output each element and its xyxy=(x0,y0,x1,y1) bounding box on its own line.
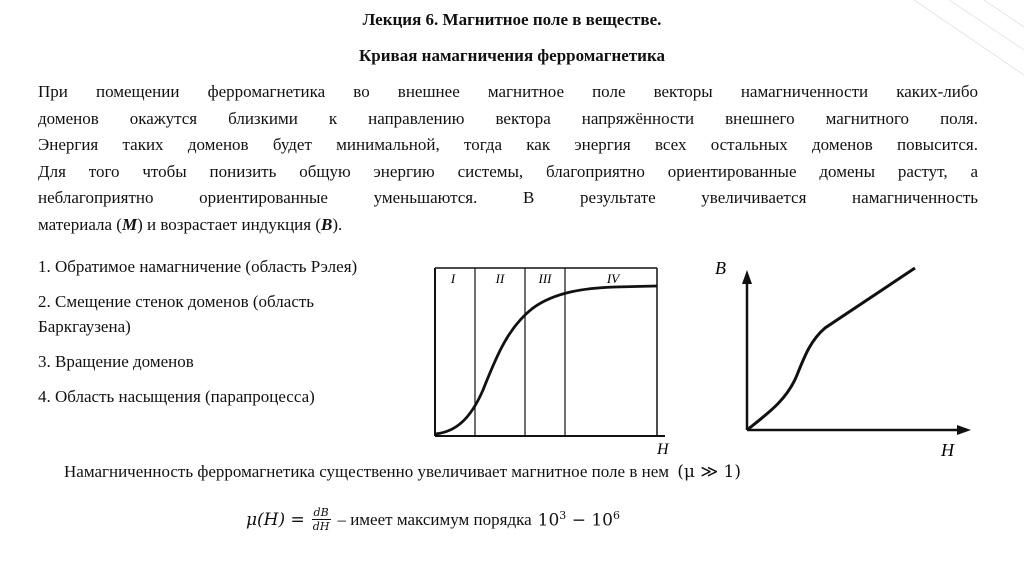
regions-list xyxy=(38,254,398,419)
induction-graph xyxy=(705,250,985,465)
region-label: I xyxy=(450,271,456,286)
lecture-title: Лекция 6. Магнитное поле в веществе. xyxy=(362,10,662,29)
list-item: 1. Обратимое намагничение (область Рэлея) xyxy=(38,257,358,276)
intro-line: При помещении ферромагнетика во внешнее магнитное поле векторы намагниченности каких-либо xyxy=(38,82,978,101)
power-base: 10 xyxy=(591,510,613,531)
list-item: 4. Область насыщения (парапроцесса) xyxy=(38,387,315,406)
x-axis-label: H xyxy=(657,441,669,458)
mu-condition: (μ ≫ 1) xyxy=(677,462,741,482)
intro-line: доменов окажутся близкими к направлению вектора напряжённости внешнего магнитного поля. xyxy=(38,108,978,128)
formula-text: – имеет максимум порядка xyxy=(337,509,532,529)
x-axis-arrow xyxy=(957,425,971,435)
power-base: 10 xyxy=(537,510,560,531)
list-item: 3. Вращение доменов xyxy=(38,352,194,371)
intro-last-prefix: материала ( xyxy=(38,214,122,234)
power-exponent: 3 xyxy=(559,508,567,522)
y-axis-arrow xyxy=(742,270,752,284)
region-label: IV xyxy=(606,271,620,286)
statement-text: Намагниченность ферромагнетика существенно увеличивает магнитное поле в нем xyxy=(64,462,669,481)
fraction-numerator: dB xyxy=(313,506,329,519)
b-symbol: B xyxy=(321,214,333,234)
intro-line: Для того чтобы понизить общую энергию системы, благоприятно ориентированные домены растут, а xyxy=(38,161,978,181)
x-axis-label: H xyxy=(941,440,954,460)
derivative-fraction xyxy=(311,506,332,533)
intro-line-last xyxy=(38,212,978,239)
formula-lhs: μ(H) = xyxy=(246,509,305,530)
magnetization-graph xyxy=(425,250,675,465)
induction-curve xyxy=(747,268,915,430)
fraction-denominator: dH xyxy=(312,520,330,533)
power-exponent: 6 xyxy=(612,508,620,522)
intro-last-suffix: ). xyxy=(332,214,343,234)
list-item: 2. Смещение стенок доменов (область Баркгаузена) xyxy=(38,292,315,336)
order-range xyxy=(538,509,620,531)
m-symbol: M xyxy=(121,214,138,234)
region-label: III xyxy=(538,271,552,286)
intro-paragraph xyxy=(38,79,978,238)
magnetization-statement xyxy=(64,462,741,482)
intro-last-middle: ) и возрастает индукция ( xyxy=(137,214,322,234)
y-axis-label: B xyxy=(715,258,726,278)
magnetization-curve xyxy=(435,286,657,434)
region-label: II xyxy=(495,271,505,286)
intro-line: Энергия таких доменов будет минимальной, тогда как энергия всех остальных доменов повысится. xyxy=(38,135,978,154)
permeability-formula xyxy=(246,506,620,533)
range-dash: − xyxy=(571,510,586,531)
slide-subtitle: Кривая намагничения ферромагнетика xyxy=(358,46,666,65)
intro-line: неблагоприятно ориентированные уменьшаются. В результате увеличивается намагниченность xyxy=(38,188,978,207)
